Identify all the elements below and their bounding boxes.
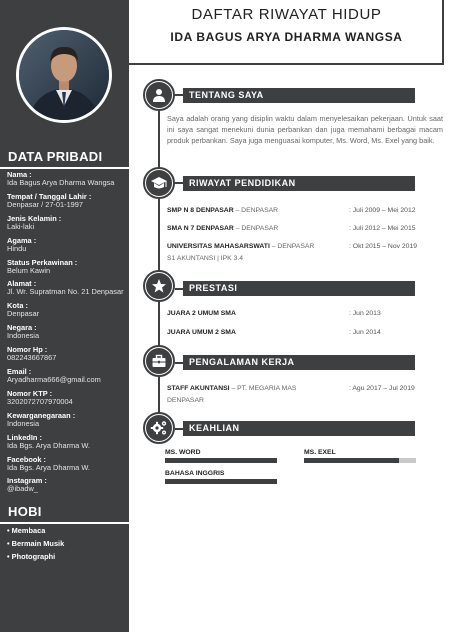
skill-name: MS. EXEL <box>304 449 336 456</box>
field-label: Nomor KTP : <box>7 388 53 398</box>
skill-item <box>304 448 416 463</box>
skill-item <box>165 469 277 484</box>
list-item <box>7 192 127 210</box>
gears-icon <box>143 412 175 444</box>
field-value: Indonesia <box>7 418 40 428</box>
school-place: – DENPASAR <box>269 243 315 250</box>
list-item: • Membaca <box>7 526 46 535</box>
achievement-title: JUARA 2 UMUM SMA <box>167 310 236 317</box>
list-item <box>7 301 127 319</box>
job-company: – PT. MEGARIA MAS <box>229 385 297 392</box>
education-period: : Okt 2015 – Nov 2019 <box>349 243 418 250</box>
experience-heading: PENGALAMAN KERJA <box>183 355 415 370</box>
list-item <box>7 411 127 429</box>
field-value: 3202072707970004 <box>7 396 73 406</box>
field-value: @ibadw_ <box>7 484 38 494</box>
hobby-list <box>7 524 127 563</box>
field-label: Instagram : <box>7 476 47 486</box>
field-label: Negara : <box>7 323 37 333</box>
list-item <box>7 389 127 407</box>
school-place: – DENPASAR <box>233 225 279 232</box>
about-text: Saya adalah orang yang disiplin waktu dalam menyelesaikan pekerjaan. Untuk saat ini saya sangat menekuni dunia perbankan dan juga memahami berbagai macam produk perbankan. Saya juga menguasai komputer, Ms. Word, Ms. Exel yang baik. <box>167 114 443 146</box>
section-connector <box>175 362 183 364</box>
section-connector <box>175 182 183 184</box>
field-value: Hindu <box>7 243 27 253</box>
document-title: DAFTAR RIWAYAT HIDUP <box>191 6 382 23</box>
skills-heading: KEAHLIAN <box>183 421 415 436</box>
profile-photo <box>16 27 112 123</box>
list-item: • Bermain Musik <box>7 539 65 548</box>
section-connector <box>175 94 183 96</box>
field-label: Status Perkawinan : <box>7 257 78 267</box>
achievement-title: JUARA UMUM 2 SMA <box>167 329 236 336</box>
graduation-cap-icon <box>143 167 175 199</box>
school-name: SMA N 7 DENPASAR <box>167 225 234 232</box>
list-item <box>7 323 127 341</box>
field-value: Ida Bgs. Arya Dharma W. <box>7 462 90 472</box>
job-role: STAFF AKUNTANSI <box>167 385 230 392</box>
field-value: Indonesia <box>7 331 40 341</box>
field-label: Alamat : <box>7 279 37 289</box>
experience-period: : Agu 2017 – Jul 2019 <box>349 385 415 392</box>
field-label: Email : <box>7 367 32 377</box>
list-item <box>7 170 127 188</box>
skill-item <box>165 448 277 463</box>
field-label: Kewarganegaraan : <box>7 410 76 420</box>
sidebar <box>0 0 129 632</box>
degree-text: S1 AKUNTANSI | IPK 3.4 <box>167 255 244 262</box>
briefcase-icon <box>143 345 175 377</box>
list-item <box>7 367 127 385</box>
list-item <box>7 279 127 297</box>
field-value: Jl. Wr. Supratman No. 21 Denpasar <box>7 287 124 297</box>
achievements-heading: PRESTASI <box>183 281 415 296</box>
skill-name: MS. WORD <box>165 449 201 456</box>
list-item <box>7 236 127 254</box>
field-label: LinkedIn : <box>7 432 42 442</box>
star-icon <box>143 270 175 302</box>
about-heading: TENTANG SAYA <box>183 88 415 103</box>
skill-level-bar <box>165 479 277 484</box>
school-name: SMP N 8 DENPASAR <box>167 207 234 214</box>
list-item <box>7 433 127 451</box>
skill-name: BAHASA INGGRIS <box>165 470 225 477</box>
job-location: DENPASAR <box>167 397 204 404</box>
education-heading: RIWAYAT PENDIDIKAN <box>183 176 415 191</box>
section-connector <box>175 288 183 290</box>
person-name: IDA BAGUS ARYA DHARMA WANGSA <box>170 30 403 44</box>
field-label: Nama : <box>7 170 32 179</box>
field-value: Laki-laki <box>7 221 35 231</box>
education-period: : Juli 2009 – Mei 2012 <box>349 207 416 214</box>
list-item <box>7 476 127 494</box>
field-value: 082243667867 <box>7 353 57 363</box>
field-value: Denpasar <box>7 309 40 319</box>
school-place: – DENPASAR <box>233 207 279 214</box>
field-label: Facebook : <box>7 454 47 464</box>
person-icon <box>143 79 175 111</box>
field-value: Ida Bgs. Arya Dharma W. <box>7 440 90 450</box>
skill-level-bar <box>165 458 277 463</box>
field-label: Agama : <box>7 235 37 245</box>
list-item <box>7 345 127 363</box>
section-connector <box>175 428 183 430</box>
field-label: Jenis Kelamin : <box>7 213 62 223</box>
personal-data-list <box>7 170 127 498</box>
header-box <box>129 0 444 65</box>
education-period: : Juli 2012 – Mei 2015 <box>349 225 416 232</box>
field-label: Tempat / Tanggal Lahir : <box>7 191 92 201</box>
school-name: UNIVERSITAS MAHASARSWATI <box>167 243 270 250</box>
personal-data-heading: DATA PRIBADI <box>0 149 129 164</box>
field-value: Ida Bagus Arya Dharma Wangsa <box>7 178 115 187</box>
hobby-heading: HOBI <box>0 504 129 519</box>
list-item <box>7 214 127 232</box>
field-value: Belum Kawin <box>7 265 51 275</box>
skill-level-bar <box>304 458 416 463</box>
list-item: • Photographi <box>7 552 56 561</box>
field-value: Denpasar / 27-01-1997 <box>7 199 84 209</box>
field-label: Nomor Hp : <box>7 345 48 355</box>
achievement-period: : Jun 2013 <box>349 310 381 317</box>
field-label: Kota : <box>7 301 28 311</box>
list-item <box>7 455 127 473</box>
list-item <box>7 258 127 276</box>
achievement-period: : Jun 2014 <box>349 329 381 336</box>
field-value: Aryadharma666@gmail.com <box>7 375 101 385</box>
